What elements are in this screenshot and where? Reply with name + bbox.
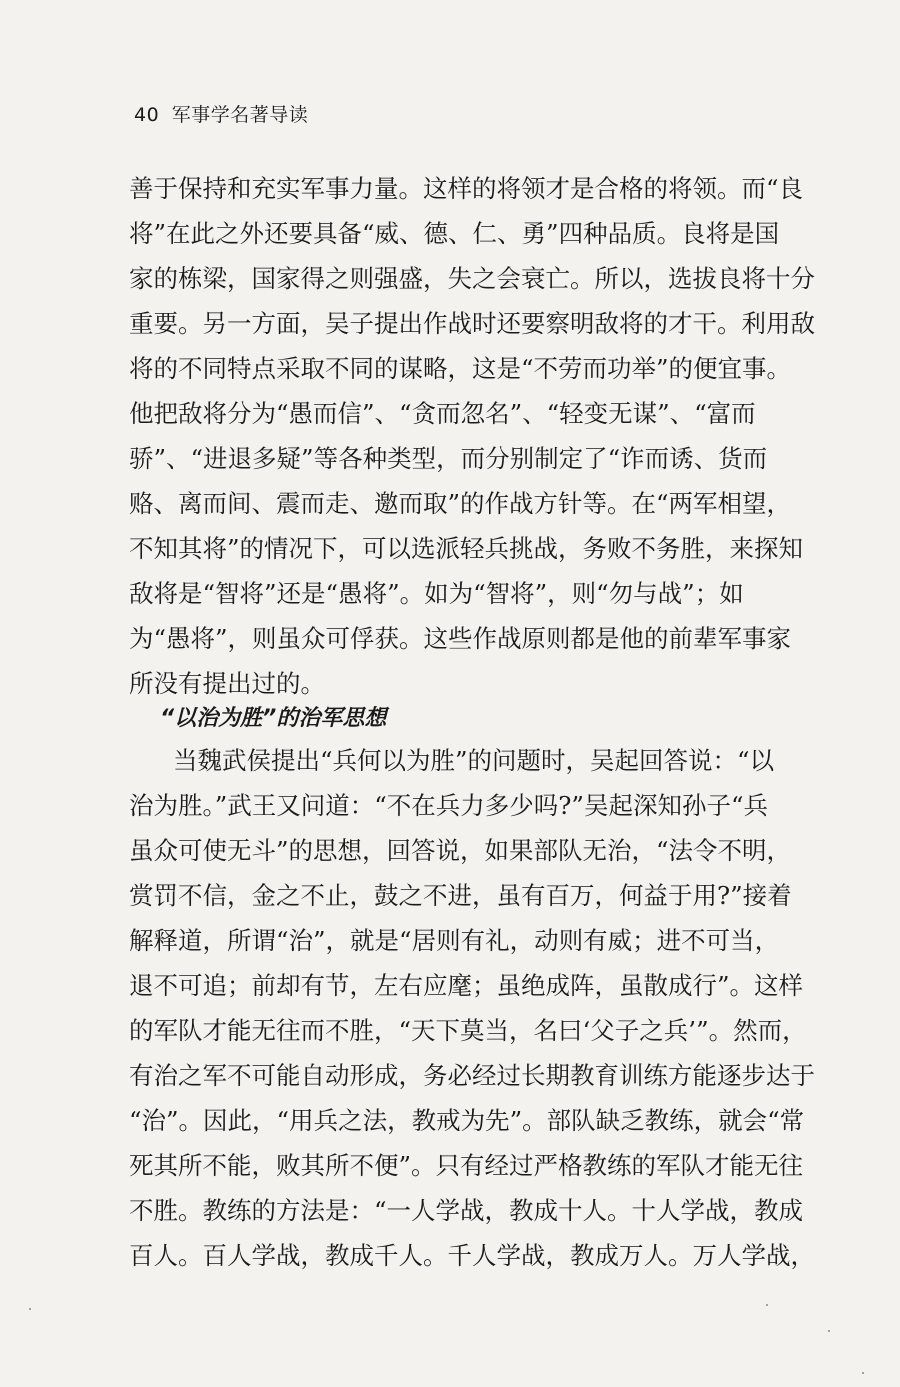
text-line: 的军队才能无往而不胜，“天下莫当，名曰‘父子之兵’”。然而， bbox=[129, 1016, 807, 1045]
text-line: 解释道，所谓“治”，就是“居则有礼，动则有威；进不可当， bbox=[129, 926, 780, 955]
running-header bbox=[134, 100, 308, 127]
paper-speck bbox=[29, 1308, 31, 1310]
text-line: 重要。另一方面，吴子提出作战时还要察明敌将的才干。利用敌 bbox=[129, 309, 815, 338]
book-title: 军事学名著导读 bbox=[171, 104, 309, 126]
text-line: 善于保持和充实军事力量。这样的将领才是合格的将领。而“良 bbox=[129, 174, 804, 203]
text-line: 骄”、“进退多疑”等各种类型，而分别制定了“诈而诱、货而 bbox=[129, 444, 768, 473]
text-line: 所没有提出过的。 bbox=[129, 669, 325, 698]
paper-speck bbox=[828, 1330, 830, 1332]
text-line: 家的栋梁，国家得之则强盛，失之会衰亡。所以，选拔良将十分 bbox=[129, 264, 815, 293]
text-line: 退不可追；前却有节，左右应麾；虽绝成阵，虽散成行”。这样 bbox=[129, 971, 804, 1000]
text-line: 虽众可使无斗”的思想，回答说，如果部队无治，“法令不明， bbox=[129, 836, 792, 865]
text-line: 将”在此之外还要具备“威、德、仁、勇”四种品质。良将是国 bbox=[129, 219, 780, 248]
text-line: 死其所不能，败其所不便”。只有经过严格教练的军队才能无往 bbox=[129, 1151, 804, 1180]
text-line: 他把敌将分为“愚而信”、“贪而忽名”、“轻变无谋”、“富而 bbox=[129, 399, 756, 428]
text-line: 将的不同特点采取不同的谋略，这是“不劳而功举”的便宜事。 bbox=[129, 354, 792, 383]
paper-speck bbox=[766, 1304, 768, 1306]
text-line: “治”。因此，“用兵之法，教戒为先”。部队缺乏教练，就会“常 bbox=[129, 1106, 805, 1135]
text-line: 赏罚不信，金之不止，鼓之不进，虽有百万，何益于用?”接着 bbox=[129, 881, 792, 910]
section-heading: “以治为胜”的治军思想 bbox=[160, 706, 387, 731]
text-line: 百人。百人学战，教成千人。千人学战，教成万人。万人学战， bbox=[129, 1241, 815, 1270]
paper-speck bbox=[862, 1372, 864, 1374]
text-line: 治为胜。”武王又问道：“不在兵力多少吗?”吴起深知孙子“兵 bbox=[129, 791, 768, 820]
text-line: 有治之军不可能自动形成，务必经过长期教育训练方能逐步达于 bbox=[129, 1061, 815, 1090]
text-line: 不知其将”的情况下，可以选派轻兵挑战，务败不务胜，来探知 bbox=[129, 534, 804, 563]
text-line: 为“愚将”，则虽众可俘获。这些作战原则都是他的前辈军事家 bbox=[129, 624, 792, 653]
page-number: 40 bbox=[134, 104, 160, 126]
text-line: 不胜。教练的方法是：“一人学战，教成十人。十人学战，教成 bbox=[129, 1196, 804, 1225]
text-line: 赂、离而间、震而走、邀而取”的作战方针等。在“两军相望， bbox=[129, 489, 792, 518]
text-line: 当魏武侯提出“兵何以为胜”的问题时，吴起回答说：“以 bbox=[173, 746, 775, 775]
text-line: 敌将是“智将”还是“愚将”。如为“智将”，则“勿与战”；如 bbox=[129, 579, 744, 608]
